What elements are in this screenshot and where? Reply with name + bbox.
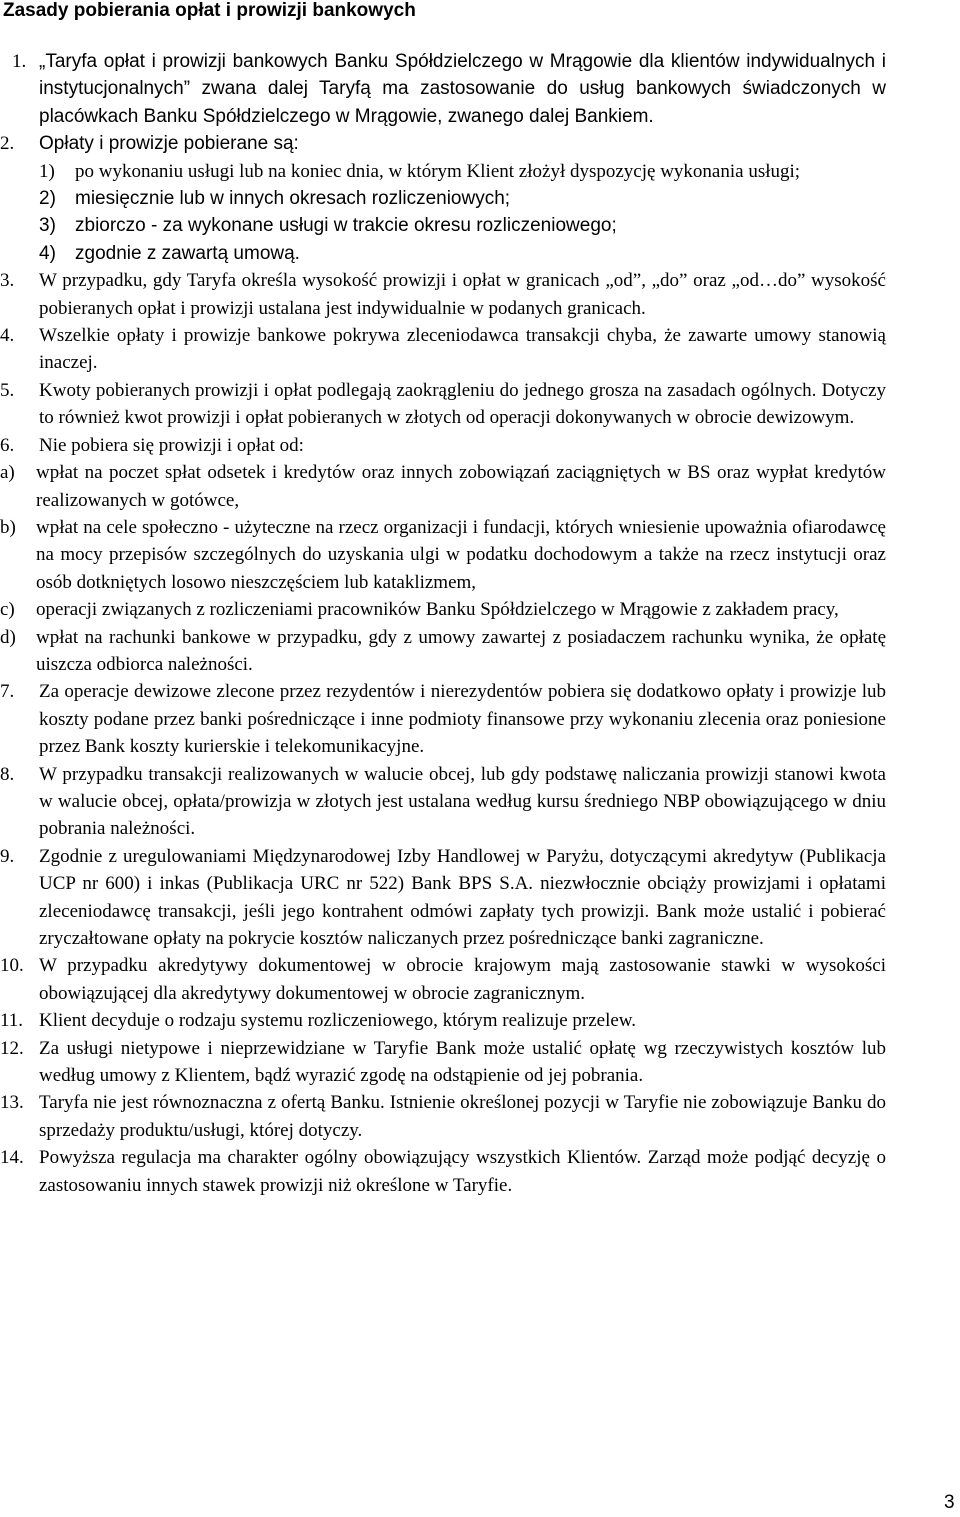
rules-list <box>0 48 886 1199</box>
sub-item <box>39 240 886 267</box>
rule-item-5 <box>0 377 886 432</box>
sub-text: miesięcznie lub w innych okresach rozliczeniowych; <box>75 188 511 210</box>
sub-list <box>0 459 886 678</box>
rule-number: 11. <box>0 1010 24 1032</box>
rule-item-11 <box>0 1007 886 1034</box>
sub-list <box>0 158 886 268</box>
rule-number: 10. <box>0 955 24 977</box>
sub-item <box>39 212 886 239</box>
rule-text: Zgodnie z uregulowaniami Międzynarodowej Izby Handlowej w Paryżu, dotyczącymi akredytyw (Publikacja UCP nr 600) i inkas (Publikacja URC nr 522) Bank BPS S.A. niezwłocznie obciąży prowizjami i opłatami zleceniodawcę transakcji, jeśli jego kontrahent odmówi zapłaty tych prowizji. Bank może ustalić i pobierać zryczałtowane opłaty na pokrycie kosztów naliczanych przez pośredniczące banki zagraniczne. <box>39 845 886 949</box>
rule-number: 2. <box>0 133 15 155</box>
rule-number: 6. <box>0 434 15 456</box>
sub-item <box>0 514 886 596</box>
page-title: Zasady pobierania opłat i prowizji bankowych <box>3 0 416 21</box>
sub-text: zbiorczo - za wykonane usługi w trakcie okresu rozliczeniowego; <box>75 215 617 237</box>
rule-text: „Taryfa opłat i prowizji bankowych Banku Spółdzielczego w Mrągowie dla klientów indywidualnych i instytucjonalnych” zwana dalej Taryfą ma zastosowanie do usług bankowych świadczonych w placówkach Banku Spółdzielczego w Mrągowie, zwanego dalej Bankiem. <box>39 51 886 127</box>
rule-item-12 <box>0 1035 886 1090</box>
rule-text: W przypadku transakcji realizowanych w walucie obcej, lub gdy podstawę naliczania prowizji stanowi kwota w walucie obcej, opłata/prowizja w złotych jest ustalana według kursu średniego NBP obowiązującego w dniu pobrania należności. <box>39 763 886 840</box>
sub-marker: c) <box>0 599 15 621</box>
rule-item-10 <box>0 952 886 1007</box>
sub-text: po wykonaniu usługi lub na koniec dnia, w którym Klient złożył dyspozycję wykonania usługi; <box>75 160 801 182</box>
sub-marker: d) <box>0 626 16 648</box>
rule-number: 3. <box>0 270 15 292</box>
page-number: 3 <box>944 1492 955 1513</box>
rule-item-3 <box>0 267 886 322</box>
rule-item-1 <box>0 48 886 130</box>
rule-number: 7. <box>0 681 15 703</box>
rule-text: Powyższa regulacja ma charakter ogólny obowiązujący wszystkich Klientów. Zarząd może podjąć decyzję o zastosowaniu innych stawek prowizji niż określone w Taryfie. <box>39 1147 886 1196</box>
sub-text: wpłat na rachunki bankowe w przypadku, gdy z umowy zawartej z posiadaczem rachunku wynika, że opłatę uiszcza odbiorca należności. <box>36 626 886 675</box>
rule-text: Za usługi nietypowe i nieprzewidziane w Taryfie Bank może ustalić opłatę wg rzeczywistych kosztów lub według umowy z Klientem, bądź wyrazić zgodę na odstąpienie od jej pobrania. <box>39 1037 886 1087</box>
rule-item-6 <box>0 432 886 679</box>
sub-text: wpłat na cele społeczno - użyteczne na rzecz organizacji i fundacji, których wniesienie upoważnia ofiarodawcę na mocy przepisów szczególnych do uzyskania ulgi w podatku dochodowym a także na rzecz instytucji oraz osób dotkniętych losowo nieszczęściem lub kataklizmem, <box>36 516 886 593</box>
sub-text: operacji związanych z rozliczeniami pracowników Banku Spółdzielczego w Mrągowie z zakładem pracy, <box>36 599 839 621</box>
rule-text: Kwoty pobieranych prowizji i opłat podlegają zaokrągleniu do jednego grosza na zasadach ogólnych. Dotyczy to również kwot prowizji i opłat pobieranych w złotych od operacji dokonywanych w obrocie dewizowym. <box>39 379 886 429</box>
sub-text: wpłat na poczet spłat odsetek i kredytów oraz innych zobowiązań zaciągniętych w BS oraz wypłat kredytów realizowanych w gotówce, <box>36 462 886 511</box>
rule-number: 4. <box>0 325 15 347</box>
rule-number: 12. <box>0 1037 24 1059</box>
rule-item-9 <box>0 843 886 953</box>
rule-item-2 <box>0 130 886 267</box>
rule-item-13 <box>0 1089 886 1144</box>
rule-item-14 <box>0 1144 886 1199</box>
rule-item-7 <box>0 678 886 760</box>
sub-marker: 3) <box>39 215 56 237</box>
sub-item <box>39 185 886 212</box>
rule-number: 14. <box>0 1147 24 1169</box>
sub-item <box>0 624 886 679</box>
rule-number: 1. <box>12 51 27 72</box>
sub-marker: 4) <box>39 242 56 264</box>
rule-number: 13. <box>0 1092 24 1114</box>
sub-marker: a) <box>0 462 15 484</box>
sub-item <box>0 459 886 514</box>
rule-text: Nie pobiera się prowizji i opłat od: <box>39 434 304 456</box>
rule-text: W przypadku, gdy Taryfa określa wysokość prowizji i opłat w granicach „od”, „do” oraz „od…do” wysokość pobieranych opłat i prowizji ustalana jest indywidualnie w podanych granicach. <box>39 270 886 319</box>
rule-number: 8. <box>0 763 15 785</box>
sub-marker: b) <box>0 516 16 538</box>
rule-text: Klient decyduje o rodzaju systemu rozliczeniowego, którym realizuje przelew. <box>39 1010 637 1032</box>
sub-text: zgodnie z zawartą umową. <box>75 242 300 264</box>
rule-text: Opłaty i prowizje pobierane są: <box>39 133 299 155</box>
sub-marker: 2) <box>39 188 56 210</box>
rule-text: Wszelkie opłaty i prowizje bankowe pokrywa zleceniodawca transakcji chyba, że zawarte umowy stanowią inaczej. <box>39 325 886 374</box>
sub-item <box>39 158 886 185</box>
rule-item-4 <box>0 322 886 377</box>
rule-number: 9. <box>0 845 15 867</box>
rule-text: Taryfa nie jest równoznaczna z ofertą Banku. Istnienie określonej pozycji w Taryfie nie zobowiązuje Banku do sprzedaży produktu/usługi, której dotyczy. <box>39 1092 886 1141</box>
sub-marker: 1) <box>39 160 55 182</box>
rule-number: 5. <box>0 379 15 401</box>
rule-text: Za operacje dewizowe zlecone przez rezydentów i nierezydentów pobiera się dodatkowo opłaty i prowizje lub koszty podane przez banki pośredniczące i inne podmioty finansowe przy wykonaniu zlecenia oraz poniesione przez Bank koszty kurierskie i telekomunikacyjne. <box>39 681 886 758</box>
sub-item <box>0 596 886 623</box>
rule-text: W przypadku akredytywy dokumentowej w obrocie krajowym mają zastosowanie stawki w wysokości obowiązującej dla akredytywy dokumentowej w obrocie zagranicznym. <box>39 955 886 1004</box>
rule-item-8 <box>0 761 886 843</box>
